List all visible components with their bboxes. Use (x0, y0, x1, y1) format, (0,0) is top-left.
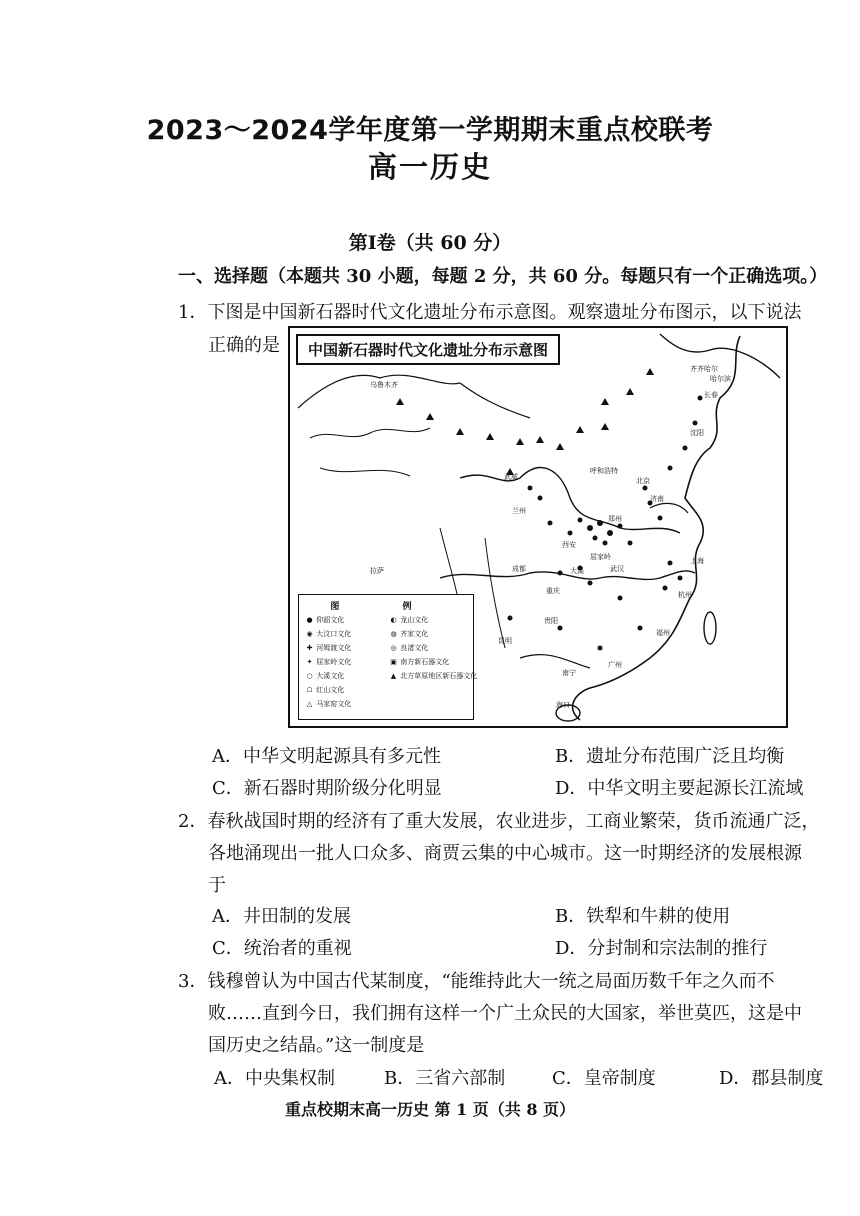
place-label: 昆明 (498, 637, 512, 645)
question-3-option-d: D．郡县制度 (719, 1068, 824, 1089)
place-label: 郑州 (608, 515, 622, 523)
question-1-line-1: 1．下图是中国新石器时代文化遗址分布示意图。观察遗址分布图示，以下说法 (178, 302, 802, 323)
exam-title: 2023～2024学年度第一学期期末重点校联考 (146, 115, 714, 146)
question-2-line-1: 2．春秋战国时期的经济有了重大发展，农业进步，工商业繁荣，货币流通广泛， (178, 811, 820, 832)
place-label: 贵阳 (544, 617, 558, 625)
question-3-line-2: 败……直到今日，我们拥有这样一个广土众民的大国家，举世莫匹，这是中 (208, 1003, 802, 1024)
place-label: 哈尔滨 (710, 375, 731, 383)
place-label: 西安 (562, 541, 576, 549)
place-label: 长春 (704, 391, 718, 399)
legend-item: ▲ 北方草原地区新石器文化 (390, 672, 478, 680)
place-label: 武威 (504, 473, 518, 481)
legend-title: 图 例 (330, 602, 442, 612)
question-2-option-d: D．分封制和宗法制的推行 (555, 938, 768, 959)
question-2-option-c: C．统治者的重视 (212, 938, 352, 959)
question-2-option-b: B．铁犁和牛耕的使用 (555, 906, 731, 927)
question-2-line-3: 于 (208, 875, 226, 896)
place-label: 屈家岭 (590, 553, 611, 561)
question-2-option-a: A．井田制的发展 (212, 906, 351, 927)
place-label: 重庆 (546, 587, 560, 595)
legend-item: ◎ 良渚文化 (390, 644, 429, 652)
question-1-line-2: 正确的是 (208, 335, 280, 356)
place-label: 武汉 (610, 565, 624, 573)
question-3-option-b: B．三省六部制 (384, 1068, 506, 1089)
legend-item: ● 仰韶文化 (306, 616, 345, 624)
section-heading: 一、选择题（本题共 30 小题，每题 2 分，共 60 分。每题只有一个正确选项。） (178, 266, 828, 287)
legend-item: ✚ 河姆渡文化 (306, 644, 352, 652)
place-label: 成都 (512, 565, 526, 573)
place-label: 广州 (608, 661, 622, 669)
neolithic-sites-map (288, 326, 788, 728)
question-3-option-a: A．中央集权制 (214, 1068, 335, 1089)
question-1-option-a: A．中华文明起源具有多元性 (212, 746, 441, 767)
place-label: 南宁 (562, 669, 576, 677)
legend-item: △ 马家窑文化 (306, 700, 352, 708)
place-label: 呼和浩特 (590, 467, 618, 475)
legend-item: ◐ 龙山文化 (390, 616, 429, 624)
volume-heading: 第Ⅰ卷（共 60 分） (348, 232, 512, 254)
map-title: 中国新石器时代文化遗址分布示意图 (296, 334, 560, 365)
place-label: 兰州 (512, 507, 526, 515)
question-3-line-1: 3．钱穆曾认为中国古代某制度，“能维持此大一统之局面历数千年之久而不 (178, 971, 775, 992)
place-label: 北京 (636, 477, 650, 485)
place-label: 齐齐哈尔 (690, 365, 718, 373)
page-footer: 重点校期末高一历史 第 1 页（共 8 页） (284, 1100, 576, 1119)
question-1-option-d: D．中华文明主要起源长江流域 (555, 778, 804, 799)
legend-item: ◍ 齐家文化 (390, 630, 429, 638)
map-legend (298, 594, 478, 720)
question-3-line-3: 国历史之结晶。”这一制度是 (208, 1035, 425, 1056)
place-label: 上海 (690, 557, 704, 565)
place-label: 乌鲁木齐 (370, 381, 398, 389)
question-3-option-c: C．皇帝制度 (552, 1068, 656, 1089)
place-label: 杭州 (678, 591, 692, 599)
place-label: 大溪 (570, 567, 584, 575)
place-label: 福州 (656, 629, 670, 637)
question-1-option-c: C．新石器时期阶级分化明显 (212, 778, 442, 799)
legend-item: ◉ 大汶口文化 (306, 630, 352, 638)
exam-subject: 高一历史 (367, 150, 492, 184)
legend-item: ✦ 屈家岭文化 (306, 658, 352, 666)
legend-item: ☖ 红山文化 (306, 686, 345, 694)
place-label: 沈阳 (690, 429, 704, 437)
legend-item: ▣ 南方新石器文化 (390, 658, 450, 666)
place-label: 海口 (556, 701, 570, 709)
place-label: 拉萨 (370, 567, 384, 575)
question-2-line-2: 各地涌现出一批人口众多、商贾云集的中心城市。这一时期经济的发展根源 (208, 843, 802, 864)
place-label: 济南 (650, 495, 664, 503)
question-1-option-b: B．遗址分布范围广泛且均衡 (555, 746, 785, 767)
legend-item: ○ 大溪文化 (306, 672, 345, 680)
